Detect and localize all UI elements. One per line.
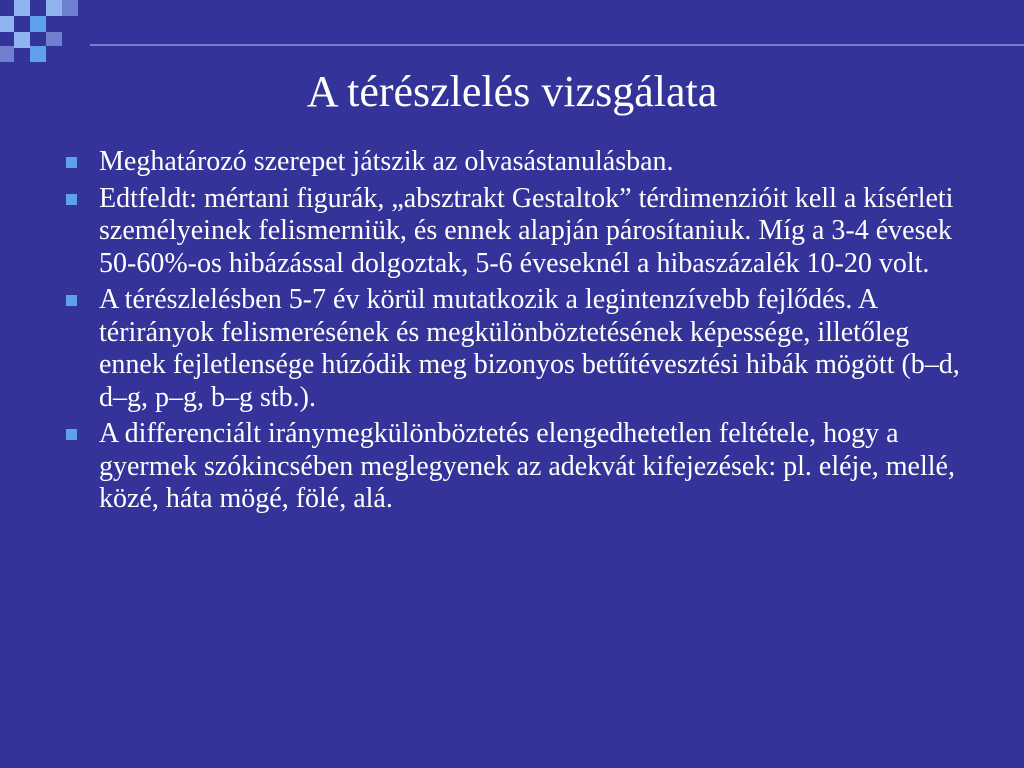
bullet-item	[64, 284, 974, 414]
bullet-list	[64, 146, 974, 520]
square-bullet-icon	[66, 295, 77, 306]
bullet-text: A differenciált iránymegkülönböztetés elengedhetetlen feltétele, hogy a gyermek szókincsében meglegyenek az adekvát kifejezések: pl. eléje, mellé, közé, háta mögé, fölé, alá.	[99, 418, 955, 514]
square-bullet-icon	[66, 157, 77, 168]
bullet-item	[64, 146, 974, 179]
square-bullet-icon	[66, 429, 77, 440]
bullet-text: Meghatározó szerepet játszik az olvasástanulásban.	[99, 146, 674, 177]
square-bullet-icon	[66, 194, 77, 205]
header-divider-line	[0, 44, 1024, 46]
slide-title: A térészlelés vizsgálata	[306, 67, 718, 116]
bullet-item	[64, 183, 974, 281]
bullet-text: Edtfeldt: mértani figurák, „absztrakt Gestaltok” térdimenzióit kell a kísérleti személyeinek felismerniük, és ennek alapján párosítaniuk. Míg a 3-4 évesek 50-60%-os hibázással dolgoztak, 5-6 éveseknél a hibaszázalék 10-20 volt.	[99, 182, 954, 279]
bullet-item	[64, 418, 974, 516]
bullet-text: A térészlelésben 5-7 év körül mutatkozik a legintenzívebb fejlődés. A térirányok felismerésének és megkülönböztetésének képessége, illetőleg ennek fejletlensége húzódik meg bizonyos betűtévesztési hibák mögött (b–d, d–g, p–g, b–g stb.).	[99, 284, 960, 413]
checker-squares-icon	[0, 0, 90, 64]
